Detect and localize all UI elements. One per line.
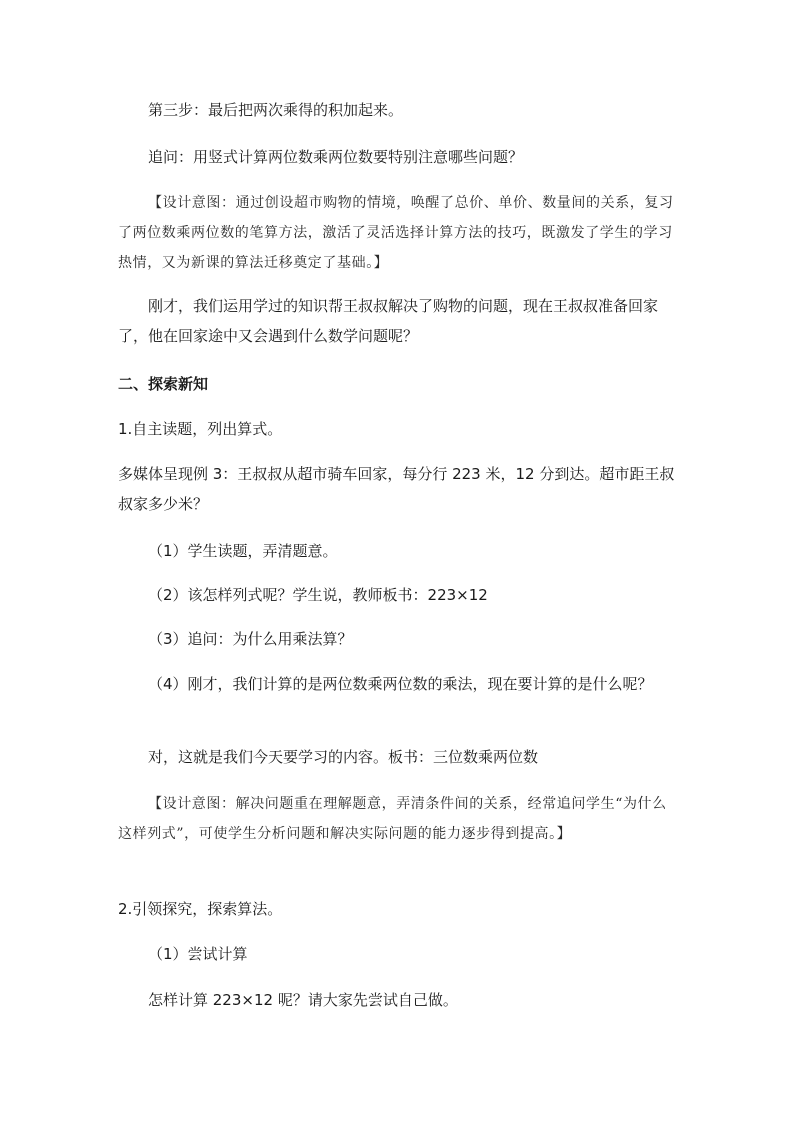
followup-question: 追问：用竖式计算两位数乘两位数要特别注意哪些问题？ [148, 148, 524, 166]
item2-title: 2.引领探究，探索算法。 [118, 900, 283, 918]
example3-text: 多媒体呈现例 3：王叔叔从超市骑车回家，每分行 223 米，12 分到达。超市距王叔叔家多少米？ [118, 465, 675, 513]
try-calc-heading: （1）尝试计算 [148, 945, 248, 963]
board-topic: 对，这就是我们今天要学习的内容。板书：三位数乘两位数 [148, 748, 539, 766]
sub-item-2: （2）该怎样列式呢？学生说，教师板书：223×12 [148, 586, 488, 604]
transition-paragraph: 刚才，我们运用学过的知识帮王叔叔解决了购物的问题，现在王叔叔准备回家了，他在回家途中又会遇到什么数学问题呢？ [118, 297, 659, 345]
sub-item-1: （1）学生读题，弄清题意。 [148, 542, 338, 560]
item1-title: 1.自主读题，列出算式。 [118, 420, 283, 438]
sub-item-3: （3）追问：为什么用乘法算？ [148, 630, 353, 648]
step3-text: 第三步：最后把两次乘得的积加起来。 [148, 101, 404, 119]
design-note-1: 【设计意图：通过创设超市购物的情境，唤醒了总价、单价、数量间的关系，复习了两位数乘两位数的笔算方法，激活了灵活选择计算方法的技巧，既激发了学生的学习热情，又为新课的算法迁移奠定了基础。】 [118, 195, 674, 271]
design-note-2: 【设计意图：解决问题重在理解题意，弄清条件间的关系，经常追问学生“为什么这样列式”，可使学生分析问题和解决实际问题的能力逐步得到提高。】 [118, 796, 667, 842]
section-heading: 二、探索新知 [118, 375, 209, 393]
sub-item-4: （4）刚才，我们计算的是两位数乘两位数的乘法，现在要计算的是什么呢？ [148, 675, 653, 693]
try-calc-prompt: 怎样计算 223×12 呢？请大家先尝试自己做。 [148, 991, 458, 1009]
